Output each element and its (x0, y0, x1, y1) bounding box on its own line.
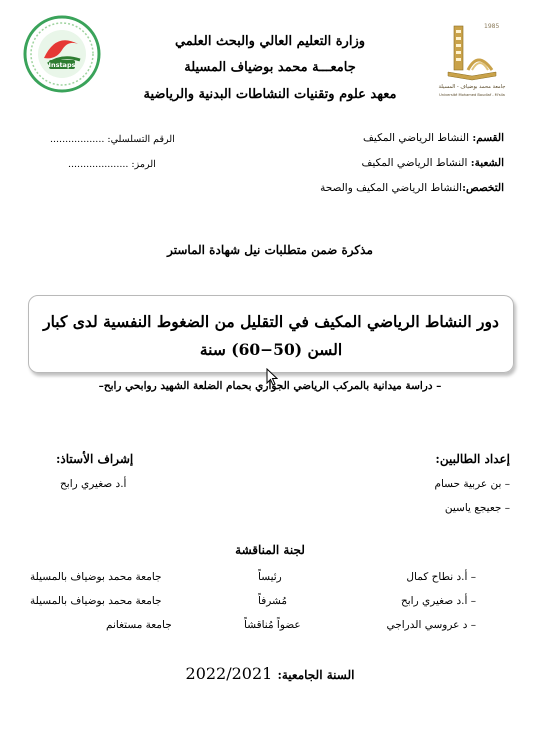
committee-member-3-role: عضواً مُناقشاً (244, 619, 301, 631)
serial-number-line (50, 134, 175, 145)
committee-member-3-institution: جامعة مستغانم (106, 619, 172, 631)
university-name: جامعـــة محمد بوضياف المسيلة (184, 60, 356, 75)
academic-year-label: السنة الجامعية: (277, 668, 355, 682)
committee-member-1-name: – أ.د نطاح كمال (406, 571, 476, 583)
logo-name-ar: جامعة محمد بوضياف - المسيلة (438, 84, 506, 90)
department-line (363, 132, 504, 144)
supervisor-name: أ.د صغيري رابح (60, 478, 127, 490)
students-label: إعداد الطالبين: (435, 452, 510, 466)
committee-member-2-institution: جامعة محمد بوضياف بالمسيلة (30, 595, 162, 607)
academic-year-value: 2022/2021 (185, 664, 278, 683)
logo-name-fr: Université Mohamed Boudiaf - M'sila (439, 93, 505, 97)
code-dots: .................... (68, 159, 129, 170)
committee-member-2-role: مُشرفاً (258, 595, 288, 607)
ministry-name: وزارة التعليم العالي والبحث العلمي (174, 34, 366, 49)
student-name-2: – جعيجع ياسين (444, 502, 510, 514)
academic-year-line (0, 664, 540, 683)
committee-member-2-name: – أ.د صغيري رابح (400, 595, 476, 607)
committee-title: لجنة المناقشة (235, 543, 305, 557)
student-name-1: – بن عربية حسام (434, 478, 510, 490)
branch-line (361, 157, 504, 169)
institute-logo-graphic (22, 14, 102, 94)
thesis-title-line2: السن (50−60) سنة (199, 340, 343, 359)
committee-member-3-name: – د عروسي الدراجي (386, 619, 476, 631)
logo-year: 1985 (484, 23, 500, 30)
serial-label: الرقم التسلسلي: (104, 134, 175, 145)
thesis-title-line1: دور النشاط الرياضي المكيف في التقليل من الضغوط النفسية لدى كبار (43, 312, 499, 331)
specialty-value: النشاط الرياضي المكيف والصحة (320, 182, 463, 194)
serial-dots: .................. (50, 134, 105, 145)
thesis-title-box (28, 295, 514, 373)
institute-name: معهد علوم وتقنيات النشاطات البدنية والرياضية (143, 87, 397, 102)
code-label: الرمز: (128, 159, 156, 170)
committee-member-1-role: رئيساً (258, 571, 282, 583)
specialty-label: التخصص: (462, 182, 504, 194)
institute-logo (22, 14, 102, 94)
branch-label: الشعبة: (470, 157, 504, 169)
code-line (68, 159, 156, 170)
supervisor-label: إشراف الأستاذ: (56, 452, 134, 466)
branch-value: النشاط الرياضي المكيف (361, 157, 471, 169)
specialty-line (320, 182, 504, 194)
thesis-title (35, 308, 507, 364)
department-label: القسم: (472, 132, 504, 144)
committee-member-1-institution: جامعة محمد بوضياف بالمسيلة (30, 571, 162, 583)
logo-text: Instaps (48, 61, 76, 69)
study-subtitle: – دراسة ميدانية بالمركب الرياضي الجواري بحمام الضلعة الشهيد روابحي رابح– (98, 380, 442, 392)
memo-title: مذكرة ضمن متطلبات نيل شهادة الماستر (167, 243, 373, 257)
department-value: النشاط الرياضي المكيف (363, 132, 473, 144)
